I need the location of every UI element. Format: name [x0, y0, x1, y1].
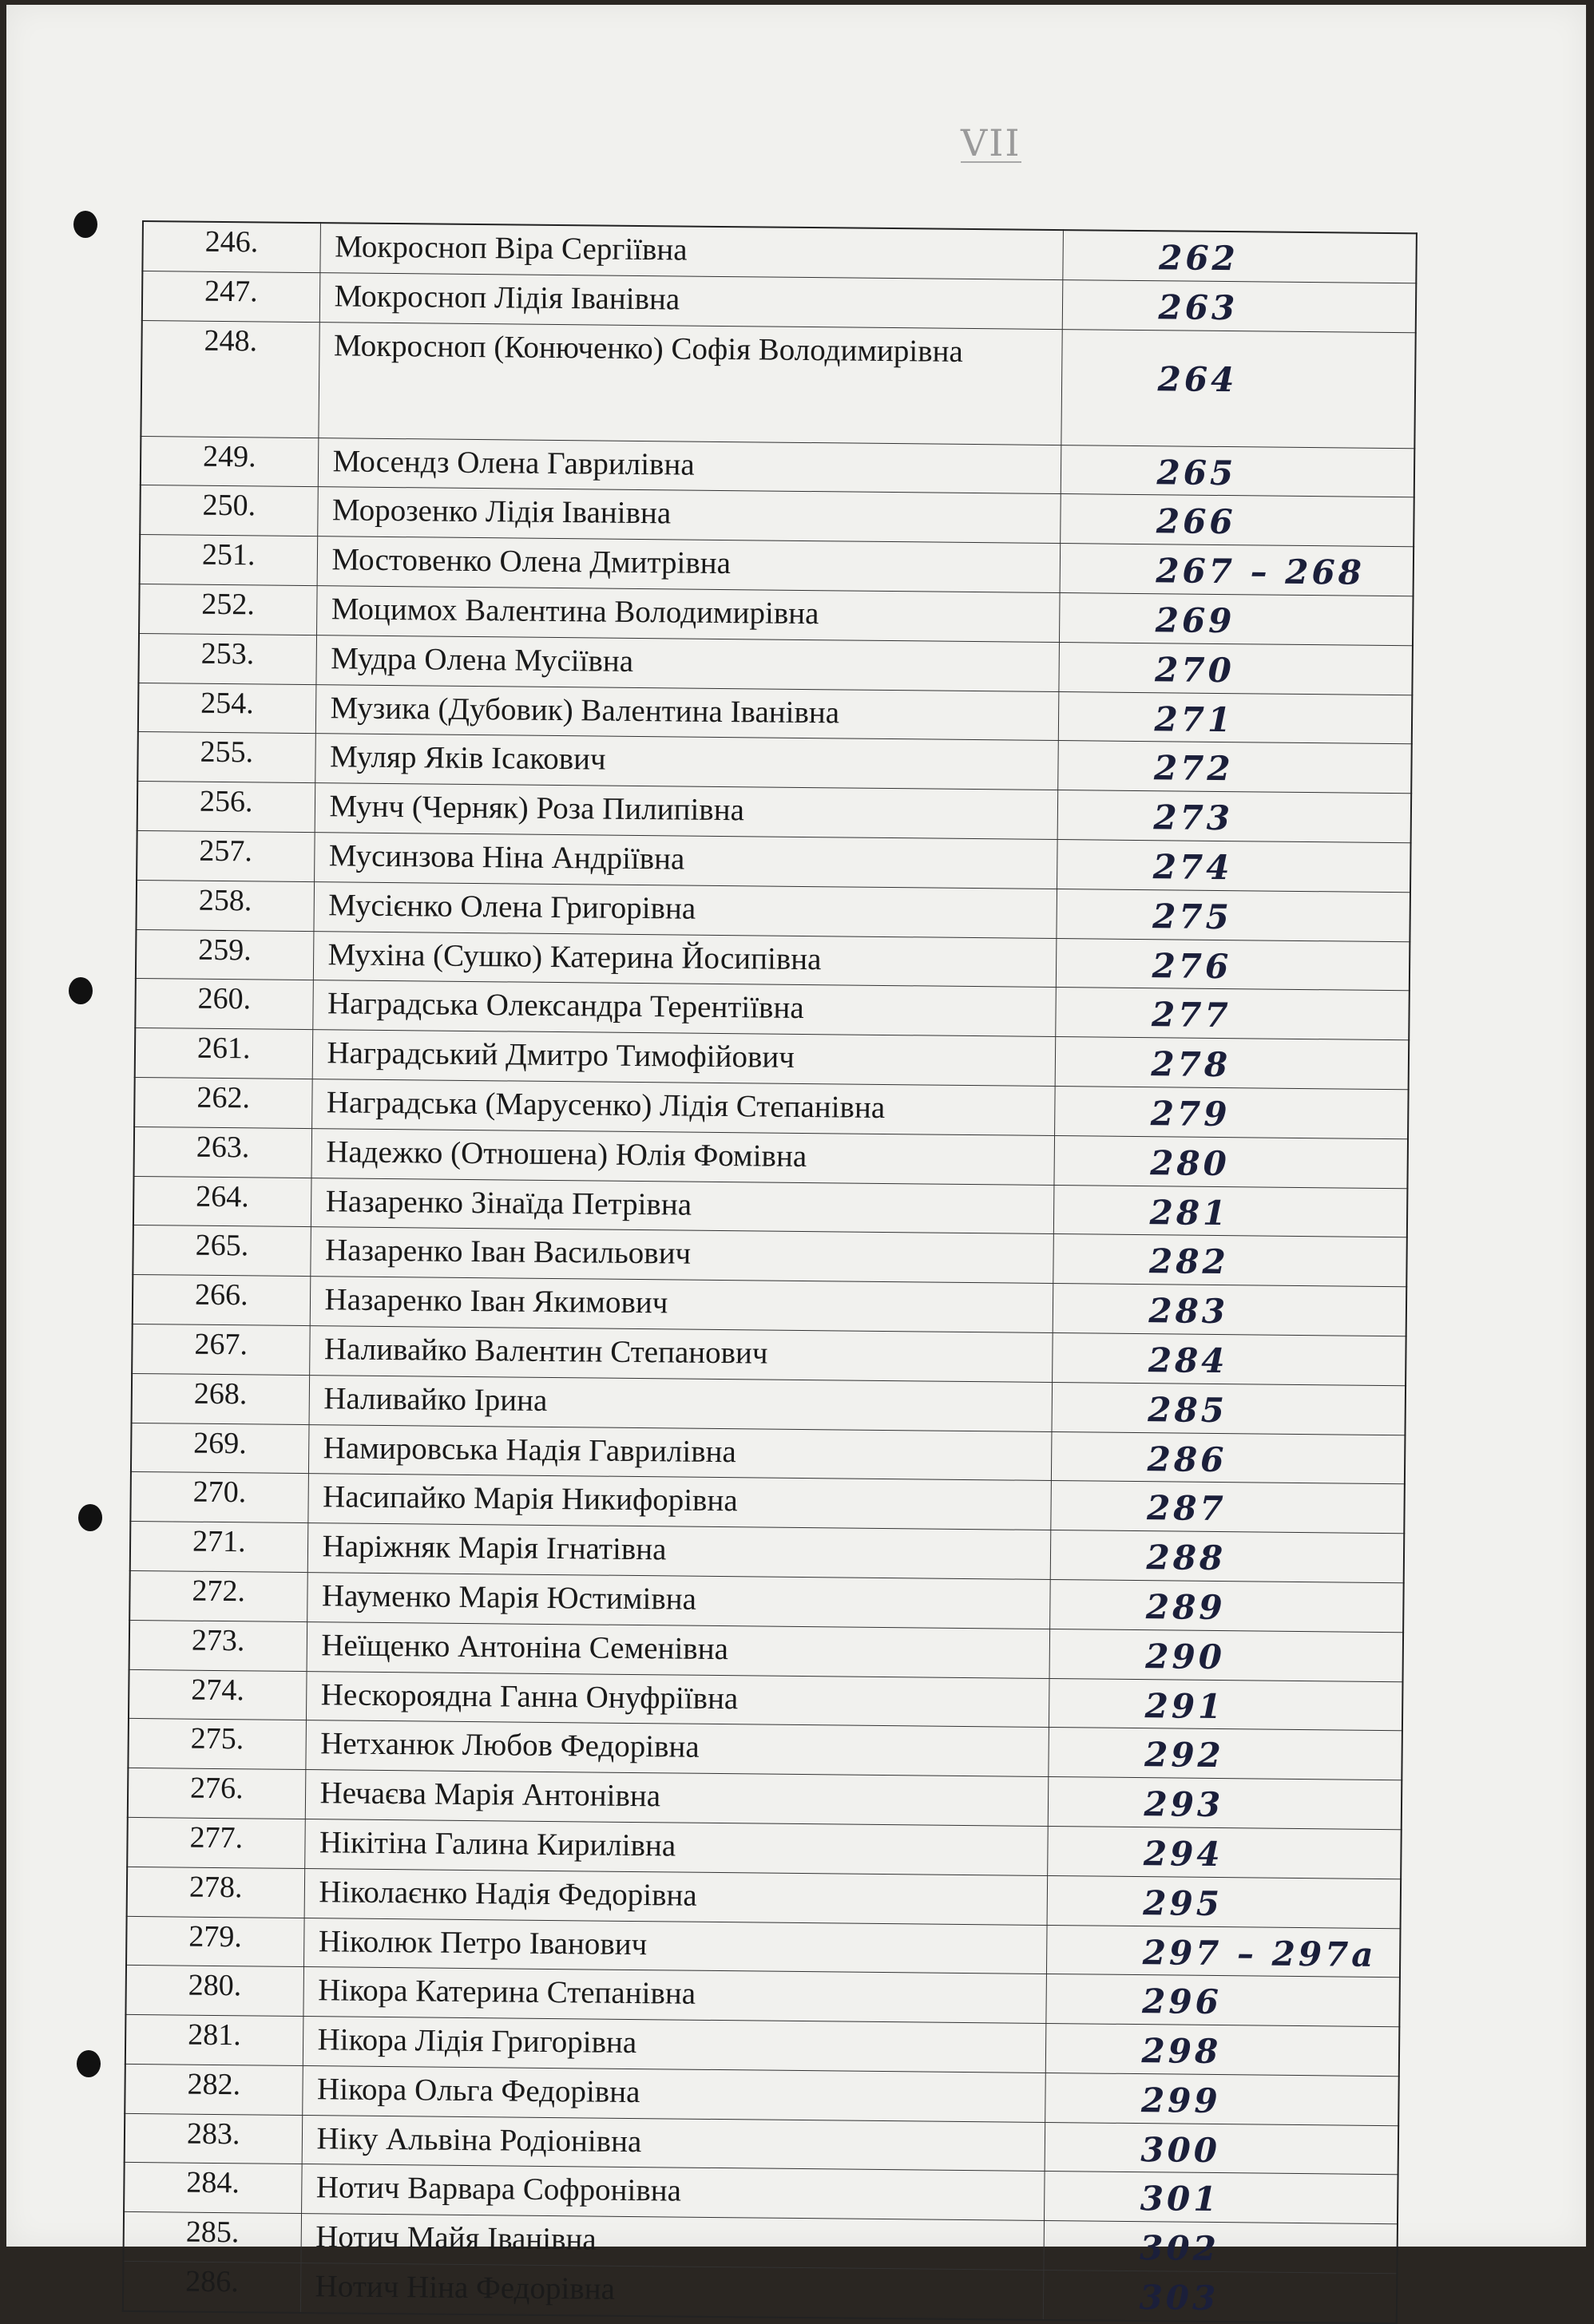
- page-number: 288: [1050, 1530, 1405, 1583]
- punch-hole: [69, 977, 93, 1004]
- person-name: Насипайко Марія Никифорівна: [307, 1474, 1051, 1530]
- row-number: 286.: [123, 2261, 301, 2312]
- page-number: 265: [1061, 445, 1415, 497]
- person-name: Надежко (Отношена) Юлія Фомівна: [311, 1128, 1054, 1185]
- page-number: 283: [1053, 1284, 1407, 1336]
- person-name: Назаренко Іван Васильович: [310, 1227, 1053, 1284]
- person-name: Мухіна (Сушко) Катерина Йосипівна: [313, 931, 1057, 988]
- page-number: 263: [1062, 279, 1417, 332]
- row-number: 247.: [142, 271, 320, 322]
- row-number: 265.: [133, 1225, 311, 1277]
- person-name: Нотич Ніна Федорівна: [300, 2263, 1044, 2320]
- page-number: 284: [1052, 1332, 1406, 1385]
- page-number: 280: [1053, 1135, 1408, 1188]
- page-number: 298: [1045, 2024, 1400, 2077]
- person-name: Моцимох Валентина Володимирівна: [316, 586, 1060, 643]
- person-name: Морозенко Лідія Іванівна: [317, 487, 1061, 544]
- row-number: 268.: [132, 1373, 310, 1424]
- page-number: 289: [1049, 1579, 1404, 1632]
- row-number: 275.: [128, 1719, 306, 1770]
- page-number: 282: [1053, 1234, 1407, 1287]
- page-number: 270: [1058, 642, 1413, 695]
- row-number: 267.: [132, 1324, 310, 1375]
- row-number: 273.: [129, 1620, 307, 1671]
- person-name: Нескороядна Ганна Онуфріївна: [306, 1671, 1049, 1728]
- person-name: Наградська Олександра Терентіївна: [312, 980, 1056, 1037]
- person-name: Музика (Дубовик) Валентина Іванівна: [315, 684, 1059, 741]
- person-name: Наградський Дмитро Тимофійович: [312, 1030, 1056, 1087]
- person-name: Наріжняк Марія Ігнатівна: [307, 1523, 1051, 1580]
- person-name: Нікора Катерина Степанівна: [303, 1967, 1046, 2024]
- row-number: 283.: [125, 2113, 303, 2164]
- row-number: 279.: [126, 1916, 304, 1967]
- page-number: 300: [1045, 2122, 1399, 2175]
- page-number: 274: [1057, 840, 1411, 893]
- row-number: 274.: [129, 1669, 307, 1720]
- page-number: 301: [1044, 2172, 1398, 2224]
- person-name: Нікора Ольга Федорівна: [302, 2065, 1045, 2122]
- row-number: 262.: [134, 1077, 312, 1128]
- page-number: 267 – 268: [1060, 544, 1414, 596]
- row-number: 254.: [138, 683, 316, 734]
- page-number: 271: [1058, 691, 1413, 744]
- row-number: 255.: [137, 732, 315, 783]
- page-mark: VII: [961, 121, 1021, 164]
- row-number: 269.: [131, 1423, 309, 1474]
- person-name: Мусинзова Ніна Андріївна: [314, 833, 1057, 889]
- person-name: Ніколаєнко Надія Федорівна: [304, 1868, 1048, 1925]
- row-number: 280.: [125, 1966, 303, 2017]
- table-row: [141, 320, 1415, 448]
- person-name: Нотич Варвара Софронівна: [301, 2164, 1045, 2221]
- person-name: Мокросноп Віра Сергіївна: [319, 223, 1063, 279]
- punch-hole: [77, 2050, 101, 2077]
- row-number: 281.: [125, 2014, 303, 2065]
- page-number: 266: [1060, 494, 1414, 547]
- person-name: Нечаєва Марія Антонівна: [305, 1770, 1049, 1827]
- page-number: 299: [1045, 2073, 1399, 2125]
- person-name: Назаренко Іван Якимович: [310, 1277, 1053, 1333]
- row-number: 246.: [142, 221, 320, 272]
- person-name: Неїщенко Антоніна Семенівна: [307, 1621, 1050, 1678]
- row-number: 252.: [139, 584, 317, 635]
- page-number: 303: [1043, 2271, 1398, 2324]
- register-table: [122, 220, 1418, 2324]
- person-name: Назаренко Зінаїда Петрівна: [311, 1178, 1054, 1234]
- page-number: 291: [1049, 1678, 1403, 1731]
- row-number: 263.: [134, 1126, 312, 1178]
- page-number: 269: [1059, 593, 1414, 646]
- person-name: Мунч (Черняк) Роза Пилипівна: [315, 783, 1058, 840]
- page-number: 286: [1051, 1431, 1406, 1484]
- row-number: 270.: [130, 1472, 308, 1523]
- person-name: Наливайко Валентин Степанович: [309, 1326, 1053, 1383]
- page-number: 290: [1049, 1629, 1404, 1681]
- row-number: 276.: [128, 1768, 306, 1819]
- person-name: Намировська Надія Гаврилівна: [308, 1424, 1052, 1481]
- person-name: Науменко Марія Юстимівна: [307, 1572, 1050, 1629]
- page-number: 292: [1048, 1728, 1402, 1780]
- person-name: Мостовенко Олена Дмитрівна: [317, 536, 1061, 593]
- row-number: 282.: [125, 2064, 303, 2115]
- row-number: 251.: [140, 535, 318, 586]
- page-number: 277: [1055, 988, 1410, 1040]
- row-number: 253.: [138, 633, 316, 684]
- page-number: 279: [1054, 1086, 1409, 1138]
- row-number: 284.: [124, 2163, 302, 2214]
- page-number: 296: [1045, 1974, 1400, 2027]
- punch-hole: [73, 211, 97, 238]
- person-name: Мусієнко Олена Григорівна: [313, 881, 1057, 938]
- punch-hole: [78, 1504, 102, 1531]
- person-name: Мокросноп (Конюченко) Софія Володимирівна: [318, 322, 1061, 445]
- row-number: 285.: [123, 2212, 301, 2263]
- row-number: 250.: [140, 485, 318, 536]
- row-number: 272.: [129, 1570, 307, 1621]
- page-number: 276: [1056, 938, 1410, 991]
- page-number: 297 – 297а: [1046, 1925, 1401, 1978]
- row-number: 256.: [137, 782, 315, 833]
- row-number: 259.: [136, 929, 314, 980]
- row-number: 249.: [141, 436, 319, 487]
- person-name: Нікітіна Галина Кирилівна: [304, 1819, 1048, 1875]
- row-number: 248.: [141, 320, 319, 437]
- person-name: Наградська (Марусенко) Лідія Степанівна: [311, 1079, 1055, 1136]
- page-number: 287: [1050, 1481, 1405, 1534]
- row-number: 261.: [135, 1028, 313, 1079]
- page-number: 302: [1043, 2221, 1398, 2274]
- row-number: 266.: [133, 1275, 311, 1326]
- page-number: 294: [1047, 1826, 1402, 1879]
- page-number: 262: [1062, 230, 1417, 283]
- page-number: 281: [1053, 1185, 1408, 1237]
- person-name: Мудра Олена Мусіївна: [315, 635, 1059, 691]
- page-number: 264: [1061, 329, 1415, 448]
- document-page: [6, 5, 1586, 2318]
- person-name: Наливайко Ірина: [309, 1375, 1053, 1431]
- row-number: 264.: [133, 1176, 311, 1227]
- page-number: 285: [1051, 1382, 1406, 1435]
- row-number: 278.: [127, 1867, 305, 1918]
- page-number: 293: [1048, 1777, 1402, 1830]
- page-number: 278: [1055, 1037, 1410, 1090]
- person-name: Нікора Лідія Григорівна: [303, 2017, 1046, 2073]
- row-number: 271.: [130, 1522, 308, 1573]
- row-number: 260.: [135, 979, 313, 1030]
- row-number: 258.: [136, 880, 314, 931]
- row-number: 277.: [127, 1817, 305, 1868]
- page-number: 295: [1047, 1875, 1402, 1928]
- page-number: 272: [1057, 741, 1412, 794]
- person-name: Нотич Майя Іванівна: [300, 2214, 1044, 2271]
- person-name: Мосендз Олена Гаврилівна: [318, 437, 1061, 494]
- row-number: 257.: [137, 830, 315, 881]
- person-name: Муляр Яків Ісакович: [315, 734, 1058, 790]
- register-table-wrapper: [122, 220, 1416, 2324]
- person-name: Мокросноп Лідія Іванівна: [319, 272, 1063, 329]
- page-number: 273: [1057, 790, 1412, 843]
- person-name: Ніколюк Петро Іванович: [303, 1918, 1047, 1974]
- person-name: Нетханюк Любов Федорівна: [305, 1720, 1049, 1777]
- page-number: 275: [1056, 889, 1410, 941]
- person-name: Ніку Альвіна Родіонівна: [302, 2115, 1045, 2172]
